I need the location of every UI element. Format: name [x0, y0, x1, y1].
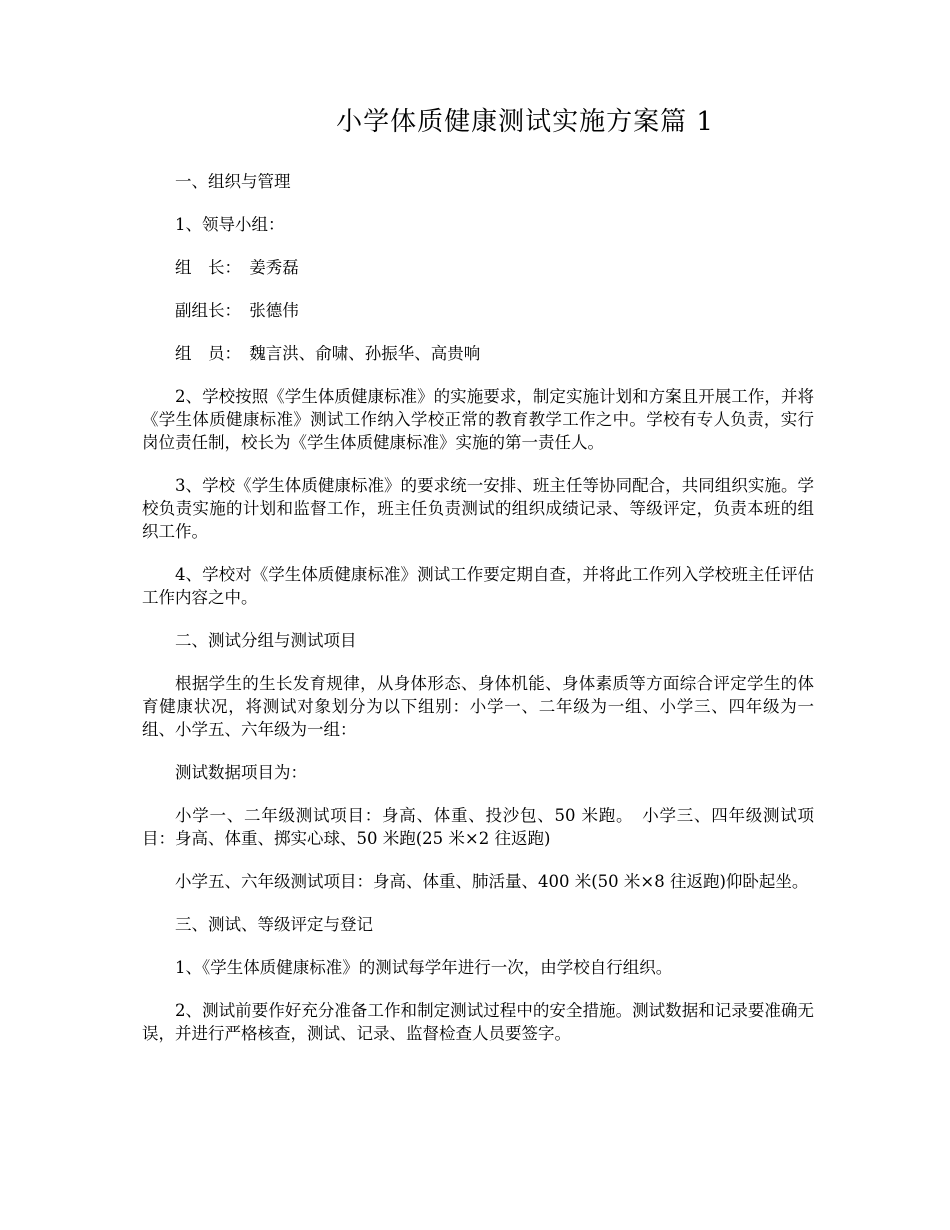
document-title: 小学体质健康测试实施方案篇 1 [336, 107, 714, 137]
test-items-grade-5-6: 小学五、六年级测试项目：身高、体重、肺活量、400 米(50 米×8 往返跑)仰卧起坐。 [175, 872, 809, 891]
section-heading-evaluation: 三、测试、等级评定与登记 [175, 915, 373, 934]
paragraph-annual-test: 1、《学生体质健康标准》的测试每学年进行一次，由学校自行组织。 [175, 958, 673, 977]
paragraph-implementation: 2、学校按照《学生体质健康标准》的实施要求，制定实施计划和方案且开展工作，并将《学生体质健康标准》测试工作纳入学校正常的教育教学工作之中。学校有专人负责，实行岗位责任制，校长为《学生体质健康标准》实施的第一责任人。 [142, 387, 814, 452]
subheading-leadership-group: 1、领导小组： [175, 215, 285, 234]
paragraph-grouping: 根据学生的生长发育规律，从身体形态、身体机能、身体素质等方面综合评定学生的体育健康状况，将测试对象划分为以下组别：小学一、二年级为一组、小学三、四年级为一组、小学五、六年级为一组： [142, 674, 814, 739]
paragraph-coordination: 3、学校《学生体质健康标准》的要求统一安排、班主任等协同配合，共同组织实施。学校负责实施的计划和监督工作，班主任负责测试的组织成绩记录、等级评定，负责本班的组织工作。 [142, 476, 814, 541]
group-members-line: 组 员： 魏言洪、俞啸、孙振华、高贵响 [175, 344, 481, 363]
section-heading-organization: 一、组织与管理 [175, 172, 291, 191]
test-items-grade-1-4: 小学一、二年级测试项目：身高、体重、投沙包、50 米跑。 小学三、四年级测试项目：身高、体重、掷实心球、50 米跑(25 米×2 往返跑) [142, 806, 814, 848]
group-leader-line: 组 长： 姜秀磊 [175, 258, 299, 277]
test-items-intro: 测试数据项目为： [175, 763, 307, 782]
section-heading-test-groups: 二、测试分组与测试项目 [175, 631, 357, 650]
paragraph-self-inspection: 4、学校对《学生体质健康标准》测试工作要定期自查，并将此工作列入学校班主任评估工作内容之中。 [142, 565, 814, 607]
document-body [142, 170, 814, 1065]
deputy-leader-line: 副组长： 张德伟 [175, 301, 299, 320]
paragraph-safety-measures: 2、测试前要作好充分准备工作和制定测试过程中的安全措施。测试数据和记录要准确无误，并进行严格核查，测试、记录、监督检查人员要签字。 [142, 1001, 814, 1043]
